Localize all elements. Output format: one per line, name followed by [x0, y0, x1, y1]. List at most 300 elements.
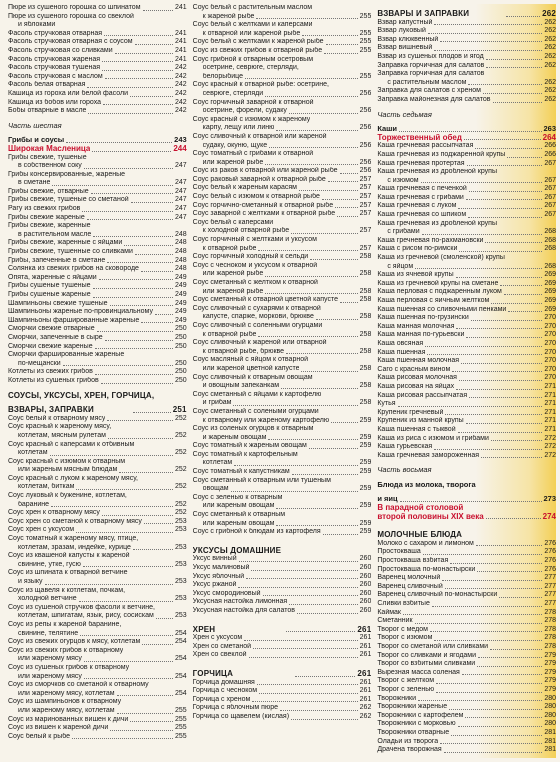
toc-entry	[8, 569, 187, 578]
page-number: 261	[359, 634, 372, 642]
page-number: 258	[359, 253, 372, 261]
entry-title: Соус красный к отварной рыбе: осетрине,	[192, 81, 329, 89]
entry-title: Широкая Масленица	[8, 144, 91, 153]
toc-entry-continuation	[377, 263, 556, 272]
leader-dots	[265, 164, 357, 165]
leader-dots	[400, 501, 542, 502]
page-number: 259	[359, 528, 372, 536]
leader-dots	[436, 683, 542, 684]
page-number: 262	[544, 61, 557, 69]
leader-dots	[459, 380, 542, 381]
entry-title: Каши	[377, 125, 398, 134]
page-number: 258	[359, 296, 372, 304]
toc-entry	[377, 306, 556, 315]
leader-dots	[95, 374, 173, 375]
toc-entry	[8, 317, 187, 326]
page-number: 267	[544, 185, 557, 193]
toc-entry	[377, 53, 556, 62]
entry-title: Творожники	[377, 694, 416, 702]
toc-entry	[8, 291, 187, 300]
entry-title: Каша гречневая с луком	[377, 202, 457, 210]
toc-entry	[377, 245, 556, 254]
leader-dots	[442, 580, 542, 581]
toc-entry	[377, 626, 556, 635]
toc-entry	[8, 196, 187, 205]
entry-title: или жареному мясу	[18, 655, 82, 663]
page-number: 250	[174, 342, 187, 350]
page-number: 262	[544, 78, 557, 86]
leader-dots	[481, 457, 542, 458]
toc-entry	[377, 746, 556, 755]
leader-dots	[328, 181, 358, 182]
toc-entry	[8, 587, 187, 596]
leader-dots	[486, 59, 543, 60]
toc-entry	[377, 349, 556, 358]
toc-entry	[8, 274, 187, 283]
page-number: 268	[544, 245, 557, 253]
toc-entry	[8, 81, 187, 90]
toc-entry	[8, 265, 187, 274]
entry-title: Фасоль стручковая отварная	[8, 29, 103, 37]
entry-title: к отварной рыбе, брюкве	[202, 347, 285, 355]
leader-dots	[108, 438, 173, 439]
page-number: 247	[174, 187, 187, 195]
entry-title: Каша рисовая молочная	[377, 374, 457, 382]
page-number: 258	[359, 313, 372, 321]
entry-title: или жареным овощам	[202, 502, 275, 510]
entry-title: Соус сметанный с солеными огурцами	[192, 407, 319, 415]
leader-dots	[458, 726, 543, 727]
leader-dots	[107, 420, 173, 421]
entry-title: Сморчки свежие жареные	[8, 342, 93, 350]
toc-entry	[193, 236, 372, 245]
entry-title: Соус белый к жареным карасям	[192, 184, 297, 192]
entry-title: Творожники с картофелем	[377, 711, 464, 719]
entry-title: Взвар вишневый	[377, 44, 433, 52]
toc-entry-continuation	[193, 227, 372, 236]
entry-title: по-мещански	[18, 359, 61, 367]
page-number: 241	[174, 55, 187, 63]
toc-entry-continuation	[8, 630, 187, 639]
entry-title: Кутья	[377, 400, 396, 408]
page-number: 267	[544, 193, 557, 201]
toc-entry	[8, 107, 187, 116]
entry-title: Грибы консервированные, жареные	[8, 170, 126, 178]
page-number: 261	[357, 624, 372, 634]
leader-dots	[238, 587, 357, 588]
entry-title: или жареной рыбе	[202, 158, 264, 166]
page-number: 267	[544, 211, 557, 219]
leader-dots	[234, 465, 357, 466]
entry-title: Соус из щавеля к котлетам, почкам,	[8, 586, 126, 594]
entry-title: Соус хрен с уксусом	[8, 526, 75, 534]
toc-entry	[193, 679, 372, 688]
toc-entry	[193, 262, 372, 271]
toc-entry-continuation	[193, 288, 372, 297]
page-number: 270	[544, 365, 557, 373]
entry-title: и жареным овощам	[202, 433, 267, 441]
page-number: 263	[543, 124, 557, 134]
toc-entry-continuation	[193, 270, 372, 279]
toc-entry	[8, 257, 187, 266]
toc-entry	[8, 492, 187, 501]
leader-dots	[95, 348, 173, 349]
page-number: 259	[359, 519, 372, 527]
entry-title: Соус масляный с яйцом к отварной	[192, 356, 309, 364]
toc-entry	[377, 374, 556, 383]
page-number: 242	[174, 72, 187, 80]
leader-dots	[133, 412, 170, 413]
toc-entry-continuation	[193, 417, 372, 426]
toc-entry	[8, 698, 187, 707]
page-number: 257	[359, 210, 372, 218]
leader-dots	[292, 474, 358, 475]
toc-entry	[377, 643, 556, 652]
toc-entry	[8, 526, 187, 535]
toc-entry	[377, 695, 556, 704]
toc-entry	[377, 340, 556, 349]
leader-dots	[434, 640, 542, 641]
toc-entry	[8, 475, 187, 484]
toc-entry	[377, 712, 556, 721]
entry-title: Творог с медом	[377, 625, 428, 633]
entry-title: Заправка горчичная для салатов	[377, 61, 485, 69]
page-number: 250	[174, 333, 187, 341]
leader-dots	[259, 693, 358, 694]
entry-title: Котлеты из сушеных грибов	[8, 376, 99, 384]
leader-dots	[87, 219, 173, 220]
entry-title: или жареному мясу, котлетам	[18, 689, 115, 697]
leader-dots	[493, 102, 543, 103]
toc-entry-continuation	[193, 365, 372, 374]
leader-dots	[491, 303, 542, 304]
toc-entry	[8, 343, 187, 352]
toc-entry	[377, 435, 556, 444]
page-number: 256	[359, 141, 372, 149]
toc-entry	[8, 47, 187, 56]
leader-dots	[97, 331, 173, 332]
toc-entry	[377, 62, 556, 71]
toc-entry	[193, 651, 372, 660]
page-number: 261	[359, 642, 372, 650]
entry-title: Опята, жаренные с яйцами	[8, 273, 97, 281]
page-number: 260	[359, 606, 372, 614]
toc-entry	[8, 171, 187, 180]
toc-entry-continuation	[193, 245, 372, 254]
page-number: 259	[359, 433, 372, 441]
entry-title: Сливки взбитые	[377, 600, 430, 607]
entry-title: ХРЕН	[192, 625, 216, 634]
page-number: 247	[174, 179, 187, 187]
toc-entry	[8, 214, 187, 223]
page-number: 256	[359, 89, 372, 97]
page-number: 281	[544, 737, 557, 745]
toc-column-2	[193, 4, 372, 758]
page-number: 258	[359, 364, 372, 372]
entry-title: Соус белый с изюмом к отварной рыбе	[192, 193, 320, 201]
leader-dots	[500, 285, 542, 286]
toc-entry	[193, 607, 372, 616]
leader-dots	[265, 96, 358, 97]
leader-dots	[326, 44, 358, 45]
entry-title: Творожники отварные	[377, 728, 450, 736]
entry-title: котлетам, биткам	[18, 483, 75, 491]
leader-dots	[268, 439, 357, 440]
entry-title: Грибы свежие, тушеные	[8, 153, 87, 161]
toc-entry	[8, 351, 187, 360]
leader-dots	[231, 491, 358, 492]
entry-title: Творог с изюмом	[377, 634, 433, 642]
entry-title: Соус сметанный к отварным	[192, 511, 286, 519]
entry-title: к отварной рыбе	[202, 330, 257, 338]
leader-dots	[451, 735, 542, 736]
page-number: 271	[544, 408, 557, 416]
toc-entry	[8, 300, 187, 309]
leader-dots	[76, 489, 173, 490]
page-number: 276	[544, 548, 557, 556]
entry-title: Простокваша по-монастырски	[377, 565, 476, 573]
entry-title: Каша из гречневой крупы на сметане	[377, 279, 499, 287]
leader-dots	[415, 623, 543, 624]
leader-dots	[477, 666, 542, 667]
page-number: 241	[174, 4, 187, 11]
leader-dots	[398, 406, 543, 407]
entry-title: Соус из репы к жареной баранине,	[8, 620, 122, 628]
leader-dots	[155, 314, 173, 315]
entry-title: или жареной рыбе	[202, 270, 264, 278]
page-number: 267	[544, 159, 557, 167]
toc-entry-continuation	[193, 64, 372, 73]
entry-title: Грибы свежие, тушеные со сметаной	[8, 196, 129, 204]
toc-entry	[377, 19, 556, 28]
toc-entry	[377, 452, 556, 461]
toc-entry-continuation	[8, 690, 187, 699]
leader-dots	[256, 18, 357, 19]
section-heading	[8, 406, 187, 415]
entry-title: Соус томатный к жареным овощам	[192, 442, 307, 450]
leader-dots	[440, 743, 542, 744]
leader-dots	[425, 346, 542, 347]
leader-dots	[291, 719, 358, 720]
entry-title: Грибы свежие, отварные	[8, 187, 89, 195]
toc-entry	[193, 38, 372, 47]
leader-dots	[251, 570, 357, 571]
entry-title: к жареной рыбе	[202, 12, 255, 20]
entry-title: Грибы свежие, жаренные с яйцами	[8, 239, 123, 247]
entry-title: Вырезная масса соленая	[377, 668, 460, 676]
section-heading: СОУСЫ, УКСУСЫ, ХРЕН, ГОРЧИЦА,	[8, 390, 155, 400]
page-number: 252	[174, 500, 187, 508]
part-label: Часть восьмая	[377, 465, 432, 475]
toc-entry	[377, 417, 556, 426]
toc-entry	[377, 566, 556, 575]
entry-title: Соус белый с каперсами	[192, 218, 274, 226]
entry-title: Варенец молочный	[377, 574, 441, 582]
toc-entry	[8, 604, 187, 613]
toc-entry	[193, 219, 372, 228]
entry-title: и грибам	[202, 399, 232, 407]
toc-entry-continuation	[193, 399, 372, 408]
page-number: 281	[544, 746, 557, 754]
toc-entry-continuation	[193, 73, 372, 82]
entry-title: ГОРЧИЦА	[192, 669, 234, 678]
entry-title: Каша манная по-гурьевски	[377, 331, 465, 339]
leader-dots	[316, 319, 358, 320]
toc-entry	[377, 202, 556, 211]
entry-title: и овощным запеканкам	[202, 382, 280, 390]
leader-dots	[466, 423, 543, 424]
toc-entry	[193, 81, 372, 90]
entry-title: Шампиньоны свежие тушеные	[8, 299, 108, 307]
leader-dots	[276, 130, 357, 131]
leader-dots	[458, 208, 542, 209]
entry-title: Простокваша	[377, 548, 421, 556]
entry-title: Соус томатный к картофельным	[192, 450, 298, 458]
toc-entry	[377, 254, 556, 263]
entry-title: Кашица из гороха или белой фасоли	[8, 89, 128, 97]
entry-title: Соус из вишен к жареной дичи	[8, 724, 109, 732]
entry-title: Соус раковый заварной к отварной рыбе	[192, 175, 326, 183]
page-number: 259	[359, 459, 372, 467]
entry-title: Крупеник из манной крупы	[377, 417, 464, 425]
page-number: 255	[359, 72, 372, 80]
leader-dots	[258, 336, 357, 337]
entry-title: Творог с желтком	[377, 677, 435, 685]
toc-entry	[193, 374, 372, 383]
leader-dots	[91, 193, 173, 194]
page-number: 278	[544, 642, 557, 650]
entry-title: баранине	[18, 500, 50, 508]
leader-dots	[102, 70, 173, 71]
toc-entry	[193, 528, 372, 537]
page-number: 254	[174, 655, 187, 663]
leader-dots	[124, 245, 173, 246]
toc-entry	[193, 442, 372, 451]
leader-dots	[490, 649, 542, 650]
page-number: 277	[544, 600, 557, 607]
page-number: 267	[544, 176, 557, 184]
entry-title: Соус красный с изюмом к отварным	[8, 457, 126, 465]
page-number: 271	[544, 391, 557, 399]
entry-title: котлетам, мясным рулетам	[18, 431, 106, 439]
entry-title: Соус сметанный с яйцами к картофелю	[192, 390, 322, 398]
page-number: 256	[359, 158, 372, 166]
page-number: 249	[174, 299, 187, 307]
entry-title: Фасоль белая отварная	[8, 81, 86, 89]
page-number: 241	[174, 46, 187, 54]
leader-dots	[110, 730, 173, 731]
entry-title: Каша гурьевская	[377, 443, 433, 451]
leader-dots	[93, 236, 173, 237]
page-number: 258	[359, 347, 372, 355]
page-number: 262	[359, 712, 372, 720]
entry-title: Соус хрен со сметаной к отварному мясу	[8, 517, 142, 525]
page-number: 270	[544, 357, 557, 365]
toc-entry	[193, 339, 372, 348]
leader-dots	[280, 710, 358, 711]
entry-title: Соус томатный к капустникам	[192, 468, 290, 476]
entry-title: Соус хрен к отварному мясу	[8, 509, 100, 517]
entry-title: Горчица домашняя	[192, 678, 255, 686]
leader-dots	[506, 16, 540, 17]
entry-title: второй половины XIX века	[377, 512, 484, 521]
toc-entry	[377, 383, 556, 392]
toc-column-1	[8, 4, 187, 758]
leader-dots	[422, 234, 543, 235]
toc-entry	[193, 687, 372, 696]
entry-title: Соус из свежих грибов к отварной рыбе	[192, 46, 323, 54]
entry-title: Варенец сливочный	[377, 582, 443, 590]
toc-entry	[193, 322, 372, 331]
page-number: 271	[544, 382, 557, 390]
toc-entry	[377, 142, 556, 151]
leader-dots	[51, 506, 173, 507]
toc-entry	[193, 468, 372, 477]
page-number: 248	[174, 248, 187, 256]
toc-entry-continuation	[8, 501, 187, 510]
toc-entry	[8, 239, 187, 248]
entry-title: Фасоль стручковая с маслом	[8, 72, 103, 80]
leader-dots	[486, 518, 541, 519]
page-number: 258	[359, 330, 372, 338]
entry-title: Фасоль стручковая отварная с соусом	[8, 38, 133, 46]
leader-dots	[105, 340, 173, 341]
toc-entry	[193, 176, 372, 185]
toc-entry-continuation	[193, 90, 372, 99]
entry-title: Соус томатный с грибами к отварной	[192, 150, 314, 158]
leader-dots	[245, 78, 358, 79]
toc-entry-continuation	[8, 449, 187, 458]
leader-dots	[80, 635, 173, 636]
page-number: 262	[542, 9, 557, 18]
toc-entry	[8, 664, 187, 673]
leader-dots	[286, 631, 355, 632]
page-number: 277	[544, 574, 557, 582]
toc-entry	[193, 590, 372, 599]
toc-entry	[377, 660, 556, 669]
entry-title: и яиц	[377, 495, 398, 504]
entry-title: Творог со сметаной или сливками	[377, 642, 489, 650]
toc-entry-continuation	[193, 382, 372, 391]
toc-entry	[8, 73, 187, 82]
toc-entry	[193, 184, 372, 193]
leader-dots	[102, 515, 173, 516]
section-heading	[377, 10, 556, 19]
toc-entry	[8, 188, 187, 197]
toc-entry	[8, 509, 187, 518]
page-number: 260	[359, 589, 372, 597]
toc-entry-continuation	[193, 459, 372, 468]
page-number: 278	[544, 634, 557, 642]
page-number: 270	[544, 331, 557, 339]
section-heading	[193, 626, 372, 635]
leader-dots	[430, 631, 542, 632]
toc-entry	[8, 308, 187, 317]
leader-dots	[143, 10, 173, 11]
toc-entry	[377, 591, 556, 600]
entry-title: Соус томатный к жареному мясу, птице,	[8, 535, 139, 543]
entry-title: котлетам, шпигатам, язык, рису, сосискам	[18, 612, 154, 620]
page-number: 249	[174, 316, 187, 324]
toc-entry	[377, 426, 556, 435]
page-number: 258	[359, 270, 372, 278]
page-number: 269	[544, 305, 557, 313]
leader-dots	[84, 661, 173, 662]
toc-entry	[193, 4, 372, 13]
toc-entry	[8, 282, 187, 291]
leader-dots	[104, 35, 173, 36]
page-number: 257	[359, 201, 372, 209]
